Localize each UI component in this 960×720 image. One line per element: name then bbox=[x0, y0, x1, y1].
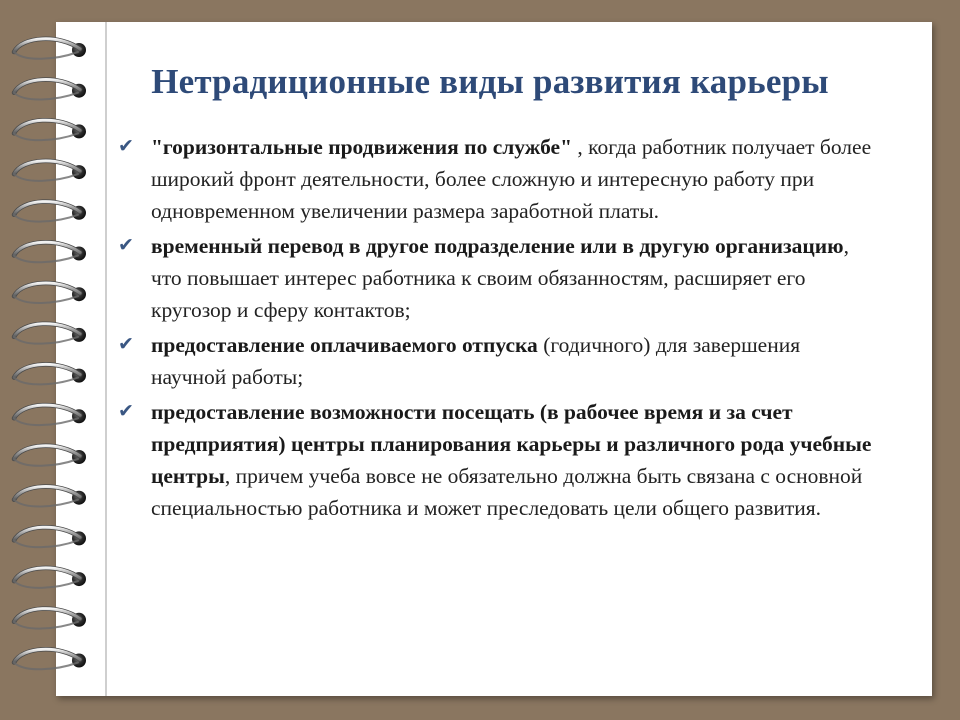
item-bold-text: временный перевод в другое подразделение или в другую организацию bbox=[151, 234, 844, 258]
item-text: , причем учеба вовсе не обязательно должна быть связана с основной специальностью работника и может преследовать цели общего развития. bbox=[151, 464, 863, 520]
career-types-list bbox=[114, 131, 874, 527]
list-item bbox=[114, 230, 874, 326]
binding-ring bbox=[14, 242, 86, 262]
check-icon: ✔ bbox=[118, 400, 134, 422]
list-item bbox=[114, 396, 874, 524]
binding-ring bbox=[14, 39, 86, 59]
binding-ring bbox=[14, 120, 86, 140]
spiral-binding bbox=[0, 0, 100, 720]
binding-ring bbox=[14, 202, 86, 222]
item-bold-text: предоставление возможности посещать (в рабочее время и за счет предприятия) центры планирования карьеры и различного рода учебные центры bbox=[151, 400, 872, 488]
binding-ring bbox=[14, 283, 86, 303]
item-text: (годичного) для завершения научной работы; bbox=[151, 333, 801, 389]
check-icon: ✔ bbox=[118, 234, 134, 256]
binding-ring bbox=[14, 446, 86, 466]
binding-ring bbox=[14, 161, 86, 181]
slide-title: Нетрадиционные виды развития карьеры bbox=[151, 62, 829, 101]
binding-ring bbox=[14, 324, 86, 344]
check-icon: ✔ bbox=[118, 135, 134, 157]
binding-ring bbox=[14, 609, 86, 629]
check-icon: ✔ bbox=[118, 333, 134, 355]
binding-ring bbox=[14, 527, 86, 547]
item-bold-text: предоставление оплачиваемого отпуска bbox=[151, 333, 538, 357]
list-item bbox=[114, 131, 874, 227]
binding-ring bbox=[14, 649, 86, 669]
list-item bbox=[114, 329, 874, 393]
item-text: , что повышает интерес работника к своим обязанностям, расширяет его кругозор и сферу контактов; bbox=[151, 234, 849, 322]
binding-ring bbox=[14, 405, 86, 425]
binding-ring bbox=[14, 364, 86, 384]
binding-ring bbox=[14, 568, 86, 588]
binding-ring bbox=[14, 486, 86, 506]
item-text: , когда работник получает более широкий фронт деятельности, более сложную и интересную работу при одновременном увеличении размера заработной платы. bbox=[151, 135, 872, 223]
item-bold-text: "горизонтальные продвижения по службе" bbox=[151, 135, 573, 159]
page-margin-line bbox=[105, 22, 107, 696]
